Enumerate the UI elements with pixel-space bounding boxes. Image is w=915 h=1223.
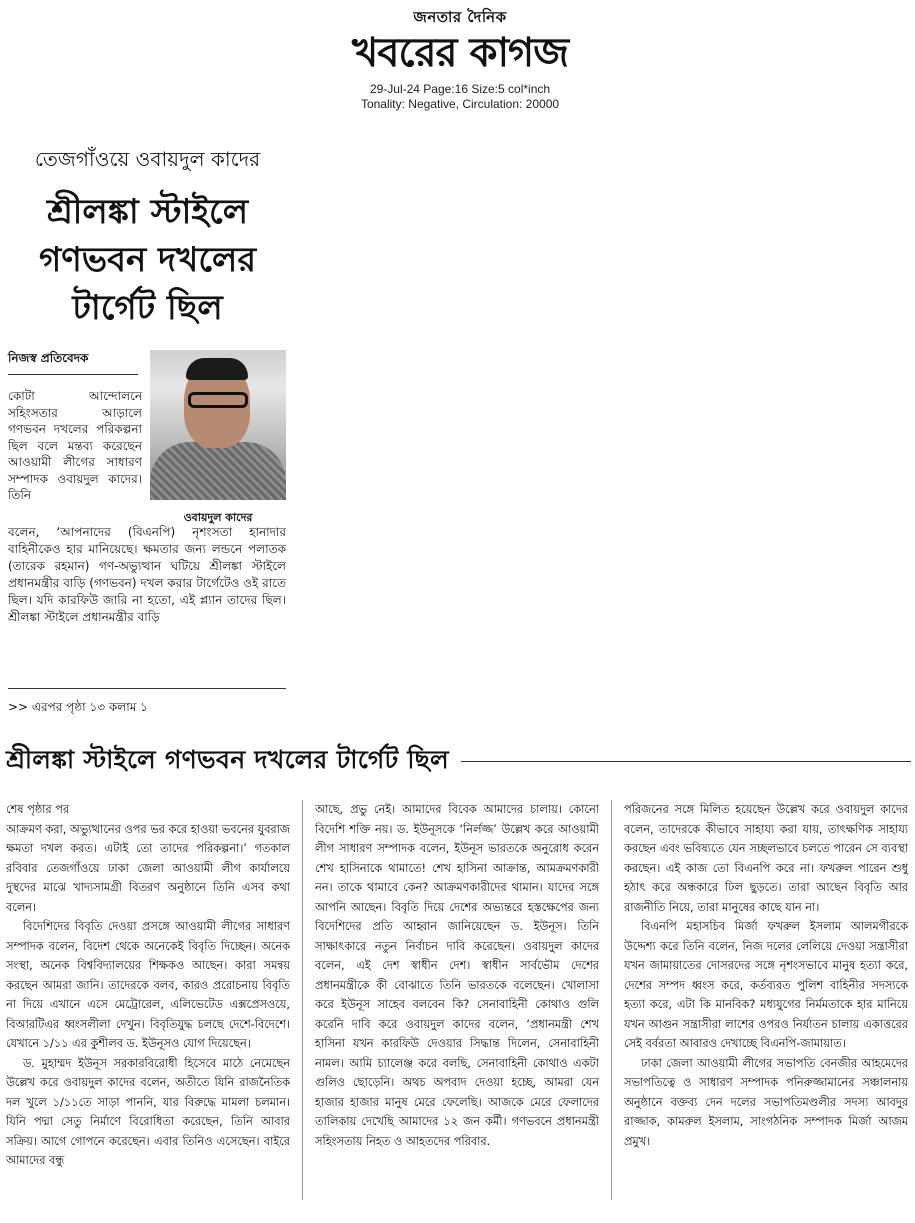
column-divider [611, 800, 612, 1200]
clipping-meta [330, 82, 590, 112]
photo-hair-shape [186, 358, 248, 380]
jump-paragraph: বিদেশিদের বিবৃতি দেওয়া প্রসঙ্গে আওয়ামী লীগের সাধারণ সম্পাদক বলেন, বিদেশ থেকে অনেকেই বিবৃতি দিচ্ছেন। অনেক সংস্থা, অনেক বিশ্ববিদ্যালয়ের শিক্ষকও আছেন। কারা সমন্বয় করছেন আমরা জানি। তাদেরকে বলব, কারও প্ররোচনায় বিবৃতি না দিয়ে এখানে এসে মেট্রোরেল, এলিভেটেড এক্সপ্রেসওয়ে, বিআরটিএর ধ্বংসলীলা দেখুন। বিবৃতিযুদ্ধ চলছে দেশে-বিদেশে। যেখানে ১/১১ এর কুশীলব ড. ইউনূসও যোগ দিয়েছেন। [6, 920, 290, 1050]
lead-paragraph-wide: বলেন, ‘আপনাদের (বিএনপি) নৃশংসতা হানাদার বাহিনীকেও হার মানিয়েছে। ক্ষমতার জন্য লন্ডনে পলাতক (তারেক রহমান) গণ-অভ্যুত্থান ঘটিয়ে শ্রীলঙ্কা স্টাইলে প্রধানমন্ত্রীর বাড়ি (গণভবন) দখল করার টার্গেটেও ওই রাতে ছিল। যদি কারফিউ জারি না হতো, এই প্ল্যান তাদের ছিল। শ্রীলঙ্কা স্টাইলে প্রধানমন্ত্রীর বাড়ি [8, 525, 286, 624]
article-headline: শ্রীলঙ্কা স্টাইলে গণভবন দখলের টার্গেট ছিল [38, 192, 257, 328]
banner-rule [461, 761, 911, 762]
jump-paragraph: ঢাকা জেলা আওয়ামী লীগের সভাপতি বেনজীর আহমেদের সভাপতিত্বে ও সাধারণ সম্পাদক পনিরুজ্জামানের সঞ্চালনায় অনুষ্ঠানে বক্তব্য দেন দলের সভাপতিমণ্ডলীর সদস্য আবদুর রাজ্জাক, কামরুল ইসলাম, সাংগঠনিক সম্পাদক মির্জা আজম প্রমুখ। [624, 1056, 908, 1148]
lead-paragraph-narrow: কোটা আন্দোলনে সহিংসতার আড়ালে গণভবন দখলের পরিকল্পনা ছিল বলে মন্তব্য করেছেন আওয়ামী লীগের সাধারণ সম্পাদক ওবায়দুল কাদের। তিনি [8, 389, 142, 502]
jump-columns [6, 800, 908, 1200]
jump-paragraph: আক্রমণ করা, অভ্যুত্থানের ওপর ভর করে হাওয়া ভবনের যুবরাজ ক্ষমতা দখল করত। এটাই তো তাদের পরিকল্পনা।’ গতকাল রবিবার তেজগাঁওয়ে ঢাকা জেলা আওয়ামী লীগ কার্যালয়ে দুস্থদের মাঝে খাদ্যসামগ্রী বিতরণ অনুষ্ঠানে তিনি এসব কথা বলেন। [6, 822, 290, 914]
jump-banner [6, 738, 911, 784]
jump-column-3 [624, 800, 908, 1200]
jump-headline: শ্রীলঙ্কা স্টাইলে গণভবন দখলের টার্গেট ছিল [6, 744, 449, 774]
jump-paragraph: ড. মুহাম্মদ ইউনূস সরকারবিরোধী হিসেবে মাঠে নেমেছেন উল্লেখ করে ওবায়দুল কাদের বলেন, অতীতে যিনি রাজনৈতিক দল খুলে ১/১১তে সাড়া পাননি, যার বিরুদ্ধে মামলা চলমান। যিনি পদ্মা সেতু নির্মাণে বিরোধিতা করেছেন, তিনি আবার সক্রিয়। আগে গোপনে করেছেন। এবার তিনিও এসেছেন। বাইরে আমাদের বন্ধু [6, 1056, 290, 1167]
meta-date-page-size: 29-Jul-24 Page:16 Size:5 col*inch [369, 82, 551, 96]
masthead-tagline: জনতার দৈনিক [413, 8, 507, 26]
jump-column-2 [315, 800, 599, 1200]
column-divider [302, 800, 303, 1200]
jump-paragraph: পরিজনের সঙ্গে মিলিত হয়েছেন উল্লেখ করে ওবায়দুল কাদের বলেন, তাদেরকে কীভাবে সাহায্য করা যায়, তাৎক্ষণিক সাহায্য করছেন এবং ভবিষ্যতে যেন সচ্ছলভাবে চলতে পারেন সে ব্যবস্থা করছেন। এই কাজ তো বিএনপি করে না। ফখরুল পারেন শুধু হঠাৎ করে অন্ধকারে ঢিল ছুড়তে। তারা আছেন বিবৃতি আর রাজনীতি নিয়ে, তারা মানুষের কাছে যান না। [624, 803, 908, 914]
masthead [300, 6, 620, 75]
jump-paragraph: আছে, প্রভু নেই। আমাদের বিবেক আমাদের চালায়। কোনো বিদেশি শক্তি নয়। ড. ইউনূসকে ‘নির্লজ্জ’ উল্লেখ করে আওয়ামী লীগ সাধারণ সম্পাদক বলেন, ইউনূস ভারতকে অনুরোধ করেন শেখ হাসিনাকে থামাতে! শেখ হাসিনা আক্রান্ত, আমক্রমণকারী নন। তাকে থামাবে কেন? আক্রমণকারীদের থামান। যাদের সঙ্গে আপনি আছেন। বিবৃতি দিয়ে দেশের অভ্যন্তরে হস্তক্ষেপের জন্য বিদেশিদের প্রতি আহ্বান জানিয়েছেন ড. ইউনূস। তিনি সাক্ষাৎকারে নতুন নির্বাচন দাবি করেছেন। ওবায়দুল কাদের বলেন, এই দেশ স্বাধীন দেশ। স্বাধীন সার্বভৌম দেশের প্রধানমন্ত্রীকে কী বোঝাতে তিনি ভারতকে বলেছেন। খোলাসা করে ইউনূস সাহেব বলবেন কি? সেনাবাহিনী কোথাও গুলি করেনি দাবি করে ওবায়দুল কাদের বলেন, ‘প্রধানমন্ত্রী শেখ হাসিনা যখন কারফিউ দেওয়ার সিদ্ধান্ত দিলেন, সেনাবাহিনী নামল। আমি চ্যালেঞ্জ করে বলছি, সেনাবাহিনী কোথাও একটা গুলিও ছোড়েনি। অথচ অপবাদ দেওয়া হচ্ছে, আমরা যেন হাজার হাজার মানুষ মেরে ফেলেছি। আজকে মেরে ফেলাদের তালিকায় দেখেছি আমাদের ১২ জন কর্মী। গণভবনে প্রধানমন্ত্রী সহিংসতায় নিহত ও আহতদের পরিবার. [315, 803, 599, 1148]
portrait-photo [150, 350, 286, 500]
jump-column-1 [6, 800, 290, 1200]
article-kicker: তেজগাঁওয়ে ওবায়দুল কাদের [34, 147, 261, 171]
photo-suit-shape [150, 442, 286, 500]
photo-caption: ওবায়দুল কাদের [183, 511, 253, 524]
byline: নিজস্ব প্রতিবেদক [8, 350, 138, 375]
jump-paragraph: বিএনপি মহাসচিব মির্জা ফখরুল ইসলাম আলমগীরকে উদ্দেশ্য করে তিনি বলেন, নিজ দলের লেলিয়ে দেওয়া সন্ত্রাসীরা যখন জামায়াতের দোসরদের সঙ্গে নৃশংসভাবে মানুষ হত্যা করে, দেশের সম্পদ ধ্বংস করে, কর্তব্যরত পুলিশ বাহিনীর সদস্যকে হত্যা করে, এটা কি মানবিক? মধ্যযুগের নির্মমতাকে হার মানিয়ে যখন আগুন সন্ত্রাসীরা লাশের ওপরও নির্যাতন চালায় একাত্তরের সেই বর্বরতা আবারও দেখাচ্ছে বিএনপি-জামায়াত। [624, 920, 908, 1050]
meta-tonality-circulation: Tonality: Negative, Circulation: 20000 [360, 97, 560, 111]
newspaper-name: খবরের কাগজ [351, 30, 569, 76]
continuation-note: >> এরপর পৃষ্ঠা ১৩ কলাম ১ [8, 688, 286, 719]
jump-continued-label: শেষ পৃষ্ঠার পর [6, 803, 70, 816]
photo-glasses-shape [188, 392, 248, 408]
